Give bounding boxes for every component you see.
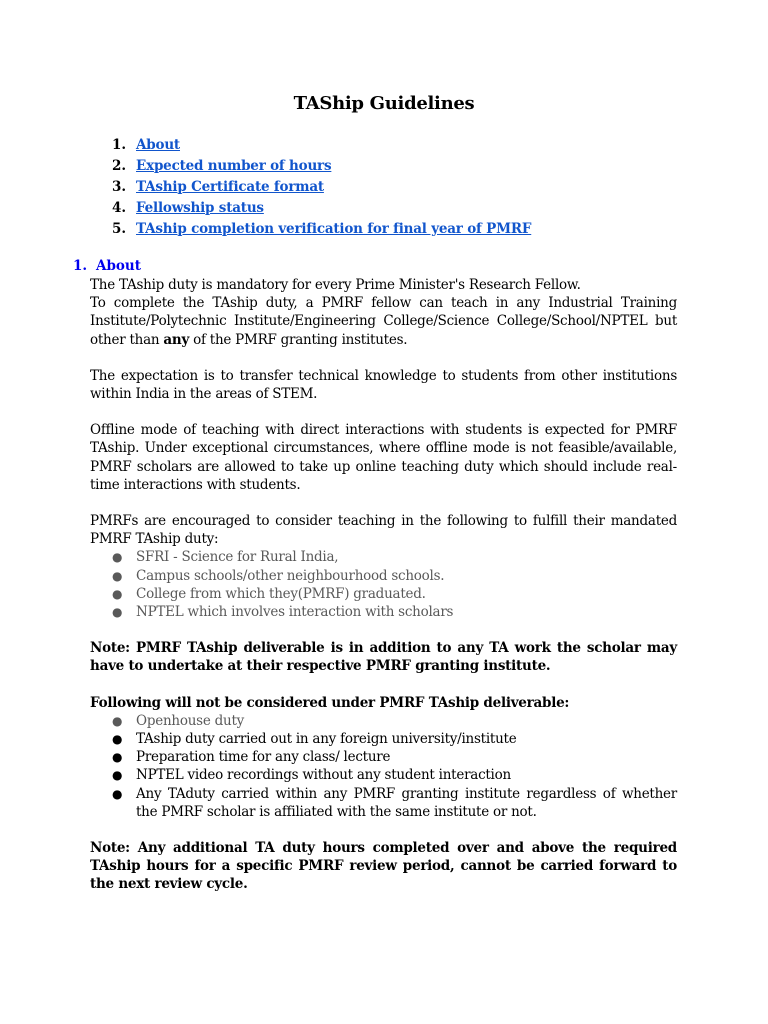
list-item [90, 603, 677, 621]
not-considered-heading: Following will not be considered under PMRF TAship deliverable: [90, 694, 570, 711]
toc-link-fellowship-status[interactable]: Fellowship status [136, 200, 264, 216]
bullet-icon: ● [112, 713, 123, 728]
bullet-icon: ● [112, 732, 123, 747]
paragraph-expectation: The expectation is to transfer technical knowledge to students from other institutions within India in the areas of STEM. [90, 367, 677, 403]
toc-item [112, 198, 531, 219]
text-run: of the PMRF granting institutes. [189, 331, 408, 348]
encouraged-list [90, 548, 677, 621]
paragraph-encouraged: PMRFs are encouraged to consider teaching in the following to fulfill their mandated PMRF TAship duty: [90, 513, 677, 548]
emphasis-any: any [163, 331, 190, 348]
bullet-icon: ● [112, 750, 123, 765]
toc-number: 1. [112, 137, 127, 153]
toc-link-about[interactable]: About [136, 137, 180, 153]
paragraph-complete-duty [90, 294, 677, 349]
list-item-text: College from which they(PMRF) graduated. [136, 585, 426, 602]
bullet-icon: ● [112, 550, 123, 565]
list-item [90, 730, 677, 748]
section-number: 1. [73, 258, 88, 274]
bullet-icon: ● [112, 605, 123, 620]
bullet-icon: ● [112, 786, 123, 801]
text-run: To complete the TAship duty, a PMRF fellow can teach in any Industrial Training Institute/Polytechnic Institute/Engineering College/Science College/School/NPTEL but other than [90, 295, 677, 348]
toc-item [112, 156, 531, 177]
toc-link-completion-verification[interactable]: TAship completion verification for final year of PMRF [136, 221, 532, 237]
list-item [90, 585, 677, 603]
list-item [90, 785, 677, 821]
bullet-icon: ● [112, 568, 123, 583]
list-item [90, 766, 677, 784]
note-additional-deliverable: Note: PMRF TAship deliverable is in addition to any TA work the scholar may have to undertake at their respective PMRF granting institute. [90, 640, 677, 675]
toc-number: 4. [112, 200, 127, 216]
paragraph-offline-mode: Offline mode of teaching with direct interactions with students is expected for PMRF TAship. Under exceptional circumstances, where offline mode is not feasible/available, PMRF scholars are allowed to take up online teaching duty which should include real-time interactions with students. [90, 422, 677, 493]
toc-item [112, 219, 531, 240]
toc-number: 5. [112, 221, 127, 237]
bullet-icon: ● [112, 586, 123, 601]
toc-link-certificate-format[interactable]: TAship Certificate format [136, 179, 324, 195]
list-item [90, 567, 677, 585]
paragraph-mandatory: The TAship duty is mandatory for every Prime Minister's Research Fellow. [90, 277, 581, 293]
section-title: About [96, 258, 141, 274]
list-item-text: Preparation time for any class/ lecture [136, 749, 391, 766]
section-body [90, 276, 677, 894]
list-item-text: SFRI - Science for Rural India, [136, 549, 339, 566]
toc-item [112, 135, 531, 156]
list-item-text: NPTEL video recordings without any student interaction [136, 767, 511, 784]
page-title: TAShip Guidelines [293, 93, 475, 114]
list-item-text: Any TAduty carried within any PMRF granting institute regardless of whether the PMRF scholar is affiliated with the same institute or not. [136, 785, 677, 820]
note-carry-forward: Note: Any additional TA duty hours completed over and above the required TAship hours for a specific PMRF review period, cannot be carried forward to the next review cycle. [90, 840, 677, 893]
toc-link-expected-hours[interactable]: Expected number of hours [136, 158, 332, 174]
toc-number: 3. [112, 179, 127, 195]
toc-item [112, 177, 531, 198]
list-item-text: Campus schools/other neighbourhood schools. [136, 567, 445, 584]
list-item-text: NPTEL which involves interaction with scholars [136, 604, 454, 621]
list-item-text: Openhouse duty [136, 712, 245, 729]
toc-number: 2. [112, 158, 127, 174]
list-item [90, 712, 677, 730]
table-of-contents [112, 135, 531, 240]
list-item [90, 748, 677, 766]
bullet-icon: ● [112, 768, 123, 783]
list-item-text: TAship duty carried out in any foreign university/institute [136, 731, 517, 748]
list-item [90, 548, 677, 566]
not-considered-list [90, 712, 677, 821]
section-heading-about [73, 258, 141, 274]
